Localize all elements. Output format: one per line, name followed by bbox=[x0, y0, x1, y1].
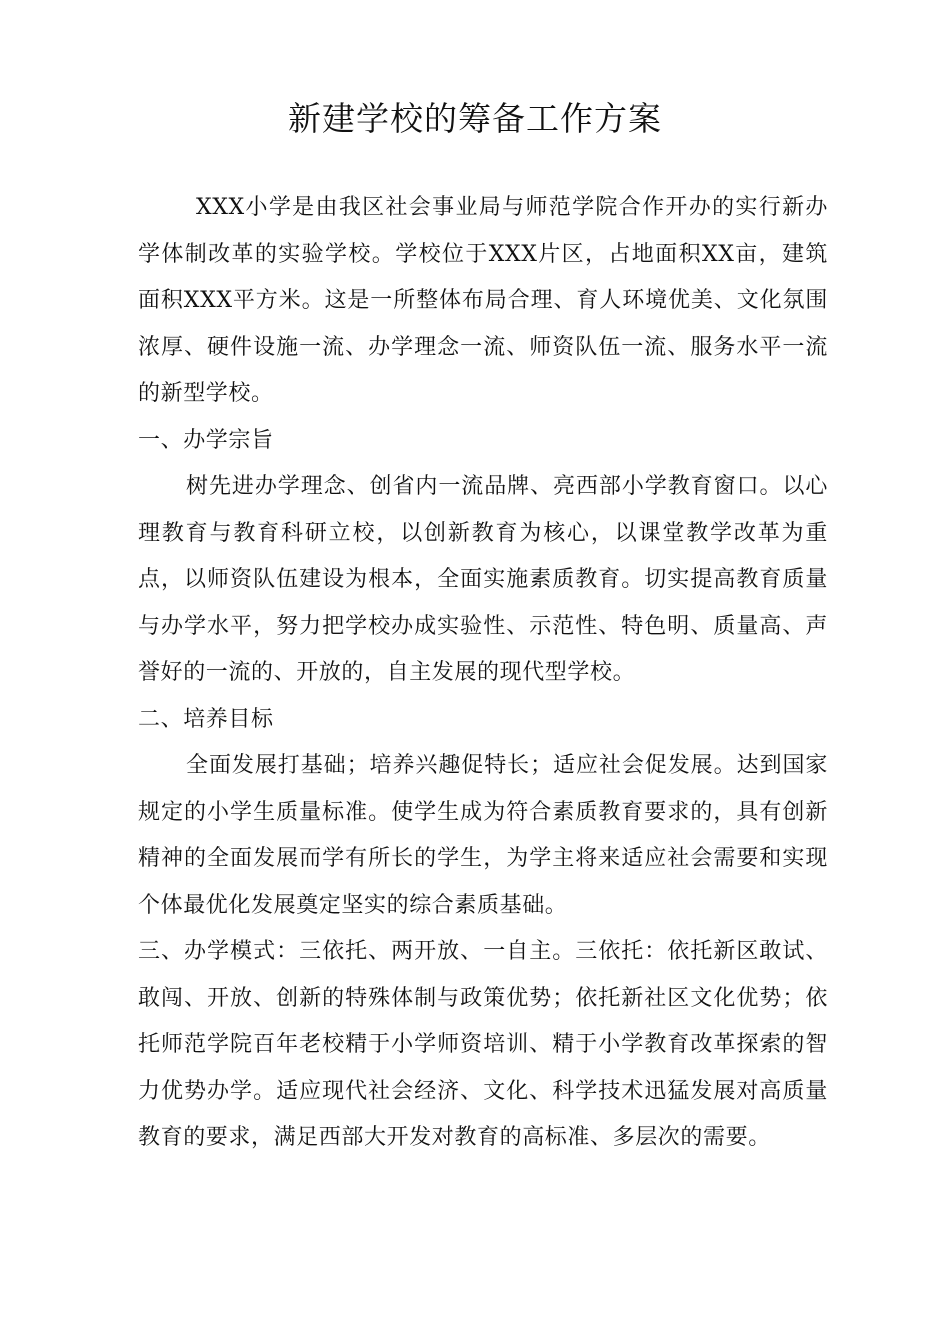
intro-paragraph: XXX小学是由我区社会事业局与师范学院合作开办的实行新办学体制改革的实验学校。学校位于XXX片区，占地面积XX亩，建筑面积XXX平方米。这是一所整体布局合理、育人环境优美、文化氛围浓厚、硬件设施一流、办学理念一流、师资队伍一流、服务水平一流的新型学校。 bbox=[138, 195, 828, 406]
section-body-goals: 全面发展打基础；培养兴趣促特长；适应社会促发展。达到国家规定的小学生质量标准。使学生成为符合素质教育要求的，具有创新精神的全面发展而学有所长的学生，为学主将来适应社会需要和实现个体最优化发展奠定坚实的综合素质基础。 bbox=[138, 753, 828, 918]
section-heading-purpose: 一、办学宗旨 bbox=[138, 427, 274, 453]
section-heading-goals: 二、培养目标 bbox=[138, 706, 274, 732]
document-title: 新建学校的筹备工作方案 bbox=[288, 99, 662, 138]
document-body bbox=[138, 185, 828, 1162]
section-body-purpose: 树先进办学理念、创省内一流品牌、亮西部小学教育窗口。以心理教育与教育科研立校，以创新教育为核心，以课堂教学改革为重点，以师资队伍建设为根本，全面实施素质教育。切实提高教育质量与办学水平，努力把学校办成实验性、示范性、特色明、质量高、声誉好的一流的、开放的，自主发展的现代型学校。 bbox=[138, 474, 828, 685]
section-paragraph-mode: 三、办学模式：三依托、两开放、一自主。三依托：依托新区敢试、敢闯、开放、创新的特殊体制与政策优势；依托新社区文化优势；依托师范学院百年老校精于小学师资培训、精于小学教育改革探索的智力优势办学。适应现代社会经济、文化、科学技术迅猛发展对高质量教育的要求，满足西部大开发对教育的高标准、多层次的需要。 bbox=[138, 939, 828, 1150]
